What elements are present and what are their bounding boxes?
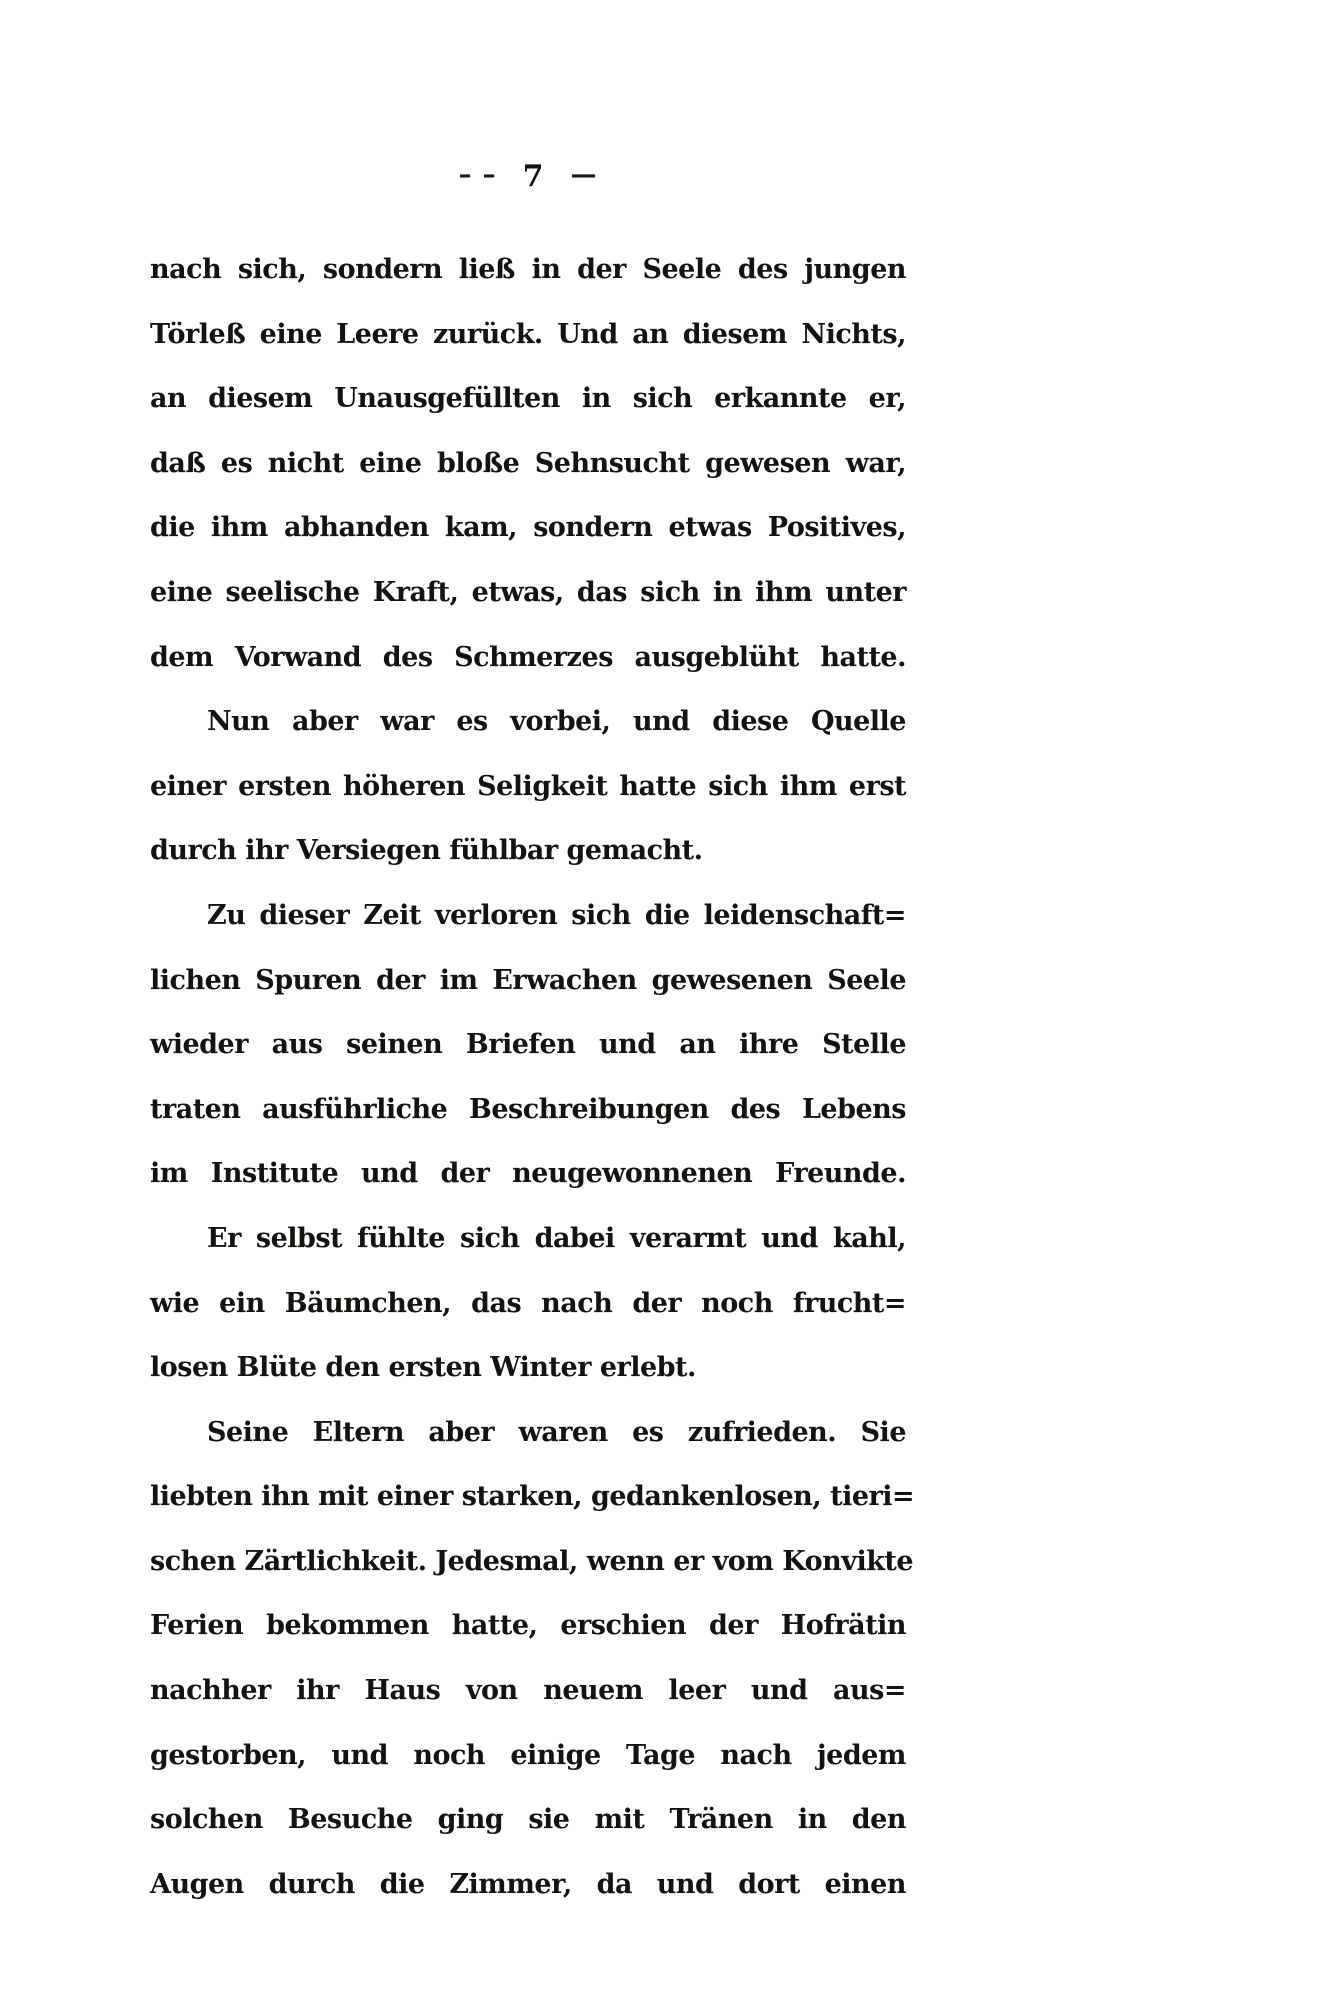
page-number: 7 xyxy=(522,159,545,194)
text-line: Nun aber war es vorbei, und diese Quelle xyxy=(207,706,906,738)
text-line: einer ersten höheren Seligkeit hatte sich ihm erst xyxy=(150,770,906,802)
page-text xyxy=(150,238,915,1917)
text-line: im Institute und der neugewonnenen Freunde. xyxy=(150,1158,906,1190)
text-line: lichen Spuren der im Erwachen gewesenen Seele xyxy=(150,964,906,996)
text-line: nach sich, sondern ließ in der Seele des jungen xyxy=(150,254,906,285)
text-line: solchen Besuche ging sie mit Tränen in den xyxy=(150,1804,906,1836)
text-line: wie ein Bäumchen, das nach der noch frucht= xyxy=(150,1287,906,1319)
text-line: Augen durch die Zimmer, da und dort einen xyxy=(150,1868,906,1900)
text-line: Törleß eine Leere zurück. Und an diesem Nichts, xyxy=(150,318,906,350)
header-dash-right: — xyxy=(570,160,598,190)
text-line: Er selbst fühlte sich dabei verarmt und kahl, xyxy=(207,1222,906,1254)
text-line: eine seelische Kraft, etwas, das sich in ihm unter xyxy=(150,576,906,608)
text-line: losen Blüte den ersten Winter erlebt. xyxy=(150,1352,696,1384)
text-line: an diesem Unausgefüllten in sich erkannte er, xyxy=(150,383,906,415)
text-line: wieder aus seinen Briefen und an ihre Stelle xyxy=(150,1029,906,1061)
text-line: Zu dieser Zeit verloren sich die leidenschaft= xyxy=(207,899,906,931)
text-line: schen Zärtlichkeit. Jedesmal, wenn er vom Konvikte xyxy=(150,1545,914,1577)
text-line: liebten ihn mit einer starken, gedankenlosen, tieri= xyxy=(150,1481,915,1513)
text-line: dem Vorwand des Schmerzes ausgeblüht hatte. xyxy=(150,641,906,673)
text-line: gestorben, und noch einige Tage nach jedem xyxy=(150,1739,906,1771)
text-line: traten ausführliche Beschreibungen des Lebens xyxy=(150,1093,906,1125)
text-line: Ferien bekommen hatte, erschien der Hofrätin xyxy=(150,1610,906,1642)
text-line: Seine Eltern aber waren es zufrieden. Sie xyxy=(207,1416,906,1448)
text-line: durch ihr Versiegen fühlbar gemacht. xyxy=(150,835,703,867)
text-line: nachher ihr Haus von neuem leer und aus= xyxy=(150,1675,906,1707)
page-header xyxy=(150,155,906,200)
header-dash-left: – – xyxy=(458,160,497,190)
text-line: daß es nicht eine bloße Sehnsucht gewesen war, xyxy=(150,447,906,479)
text-line: die ihm abhanden kam, sondern etwas Positives, xyxy=(150,512,906,544)
